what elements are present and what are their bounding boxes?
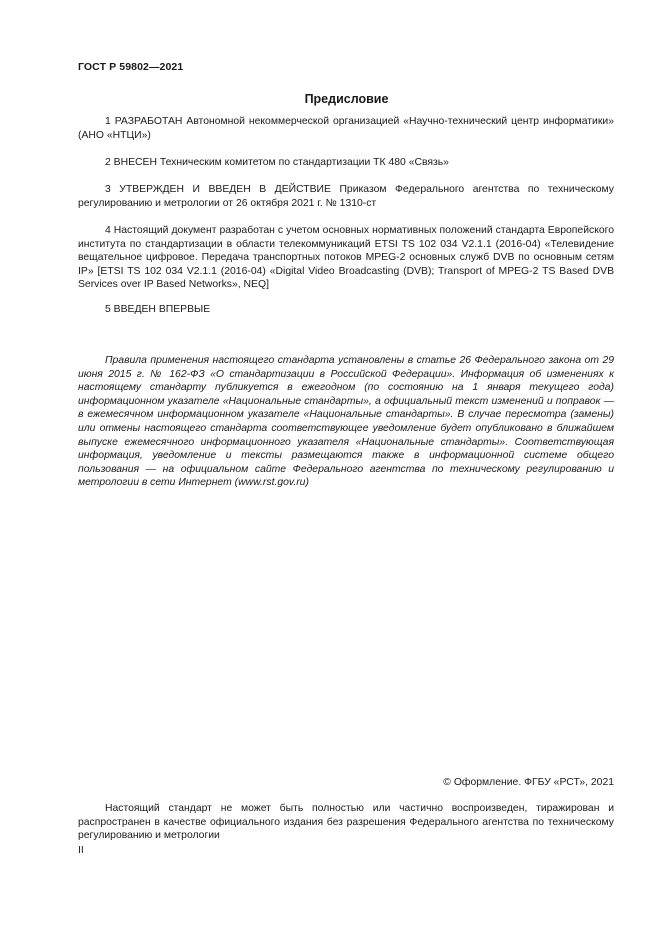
- page-number: II: [78, 845, 84, 856]
- rules-note: Правила применения настоящего стандарта установлены в статье 26 Федерального закона от 29 июня 2015 г. № 162-ФЗ «О стандартизации в Российской Федерации». Информация об изменениях к настоящему стандарту публикуется в ежегодном (по состоянию на 1 января текущего года) информационном указателе «Национальные стандарты», а официальный текст изменений и поправок — в ежемесячном информационном указателе «Национальные стандарты». В случае пересмотра (замены) или отмены настоящего стандарта соответствующее уведомление будет опубликовано в ближайшем выпуске ежемесячного информационного указателя «Национальные стандарты». Соответствующая информация, уведомление и тексты размещаются также в информационной системе общего пользования — на официальном сайте Федерального агентства по техническому регулированию и метрологии в сети Интернет (www.rst.gov.ru): [78, 355, 614, 489]
- reproduction-note: Настоящий стандарт не может быть полностью или частично воспроизведен, тиражирован и распространен в качестве официального издания без разрешения Федерального агентства по техническому регулированию и метрологии: [78, 803, 614, 842]
- preface-item-5: 5 ВВЕДЕН ВПЕРВЫЕ: [105, 304, 211, 315]
- preface-item-4: 4 Настоящий документ разработан с учетом основных нормативных положений стандарта Европейского института по стандартизации в области телекоммуникаций ETSI TS 102 034 V2.1.1 (2016-04) «Телевидение вещательное цифровое. Передача транспортных потоков MPEG-2 основных служб DVB по основным сетям IP» [ETSI TS 102 034 V2.1.1 (2016-04) «Digital Video Broadcasting (DVB); Transport of MPEG-2 TS Based DVB Services over IP Based Networks», NEQ]: [78, 225, 614, 291]
- preface-title: Предисловие: [304, 92, 389, 106]
- copyright-line: © Оформление. ФГБУ «РСТ», 2021: [443, 777, 614, 788]
- preface-item-3: 3 УТВЕРЖДЕН И ВВЕДЕН В ДЕЙСТВИЕ Приказом Федерального агентства по техническому регулированию и метрологии от 26 октября 2021 г. № 1310-ст: [78, 184, 614, 209]
- document-code: ГОСТ Р 59802—2021: [78, 61, 184, 73]
- preface-item-2: 2 ВНЕСЕН Техническим комитетом по стандартизации ТК 480 «Связь»: [105, 157, 449, 168]
- preface-item-1: 1 РАЗРАБОТАН Автономной некоммерческой организацией «Научно-технический центр информатики» (АНО «НТЦИ»): [78, 116, 614, 141]
